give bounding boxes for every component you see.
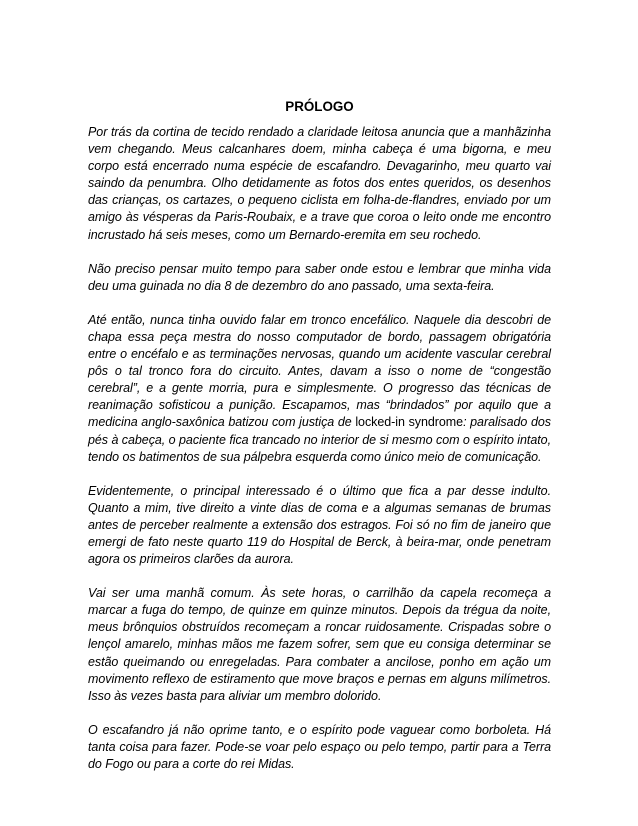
paragraph-2: Não preciso pensar muito tempo para saber onde estou e lembrar que minha vida deu uma guinada no dia 8 de dezembro do ano passado, uma sexta-feira. bbox=[88, 261, 551, 293]
paragraph-4: Evidentemente, o principal interessado é o último que fica a par desse indulto. Quanto a mim, tive direito a vinte dias de coma e a algumas semanas de brumas antes de perceber realmente a extensão dos estragos. Foi só no fim de janeiro que emergi de fato neste quarto 119 do Hospital de Berck, à beira-mar, onde penetram agora os primeiros clarões da aurora. bbox=[88, 483, 551, 567]
paragraph-3-part-2: : paralisado dos pés à cabeça, o paciente fica trancado no interior de si mesmo com o espírito intato, tendo os batimentos de sua pálpebra esquerda como único meio de comunicação. bbox=[88, 415, 552, 464]
paragraph-3-part-1: Até então, nunca tinha ouvido falar em tronco encefálico. Naquele dia descobri de chapa essa peça mestra do nosso computador de bordo, passagem obrigatória entre o encéfalo e as terminações nervosas, quando um acidente vascular cerebral pôs o tal tronco fora do circuito. Antes, davam a isso o nome de “congestão cerebral”, e a gente morria, pura e simplesmente. O progresso das técnicas de reanimação sofisticou a punição. Escapamos, mas “brindados” por aquilo que a medicina anglo-saxônica batizou com justiça de bbox=[88, 312, 551, 430]
locked-in-syndrome-term: locked-in syndrome bbox=[355, 415, 464, 430]
paragraph-1: Por trás da cortina de tecido rendado a claridade leitosa anuncia que a manhãzinha vem chegando. Meus calcanhares doem, minha cabeça é uma bigorna, e meu corpo está encerrado numa espécie de escafandro. Devagarinho, meu quarto vai saindo da penumbra. Olho detidamente as fotos dos entes queridos, os desenhos das crianças, os cartazes, o pequeno ciclista em folha-de-flandres, enviado por um amigo às vésperas da Paris-Roubaix, e a trave que coroa o leito onde me encontro incrustado há seis meses, como um Bernardo-eremita em seu rochedo. bbox=[88, 125, 551, 242]
paragraph-5: Vai ser uma manhã comum. Às sete horas, o carrilhão da capela recomeça a marcar a fuga do tempo, de quinze em quinze minutos. Depois da trégua da noite, meus brônquios obstruídos recomeçam a roncar ruidosamente. Crispadas sobre o lençol amarelo, minhas mãos me fazem sofrer, sem que eu consiga determinar se estão queimando ou enregeladas. Para combater a ancilose, ponho em ação um movimento reflexo de estiramento que move braços e pernas em alguns milímetros. Isso às vezes basta para aliviar um membro dolorido. bbox=[88, 586, 551, 703]
document-page bbox=[88, 98, 551, 790]
paragraph-6: O escafandro já não oprime tanto, e o espírito pode vaguear como borboleta. Há tanta coisa para fazer. Pode-se voar pelo espaço ou pelo tempo, partir para a Terra do Fogo ou para a corte do rei Midas. bbox=[88, 722, 551, 771]
paragraph-3 bbox=[88, 312, 551, 466]
document-title: PRÓLOGO bbox=[285, 99, 354, 114]
